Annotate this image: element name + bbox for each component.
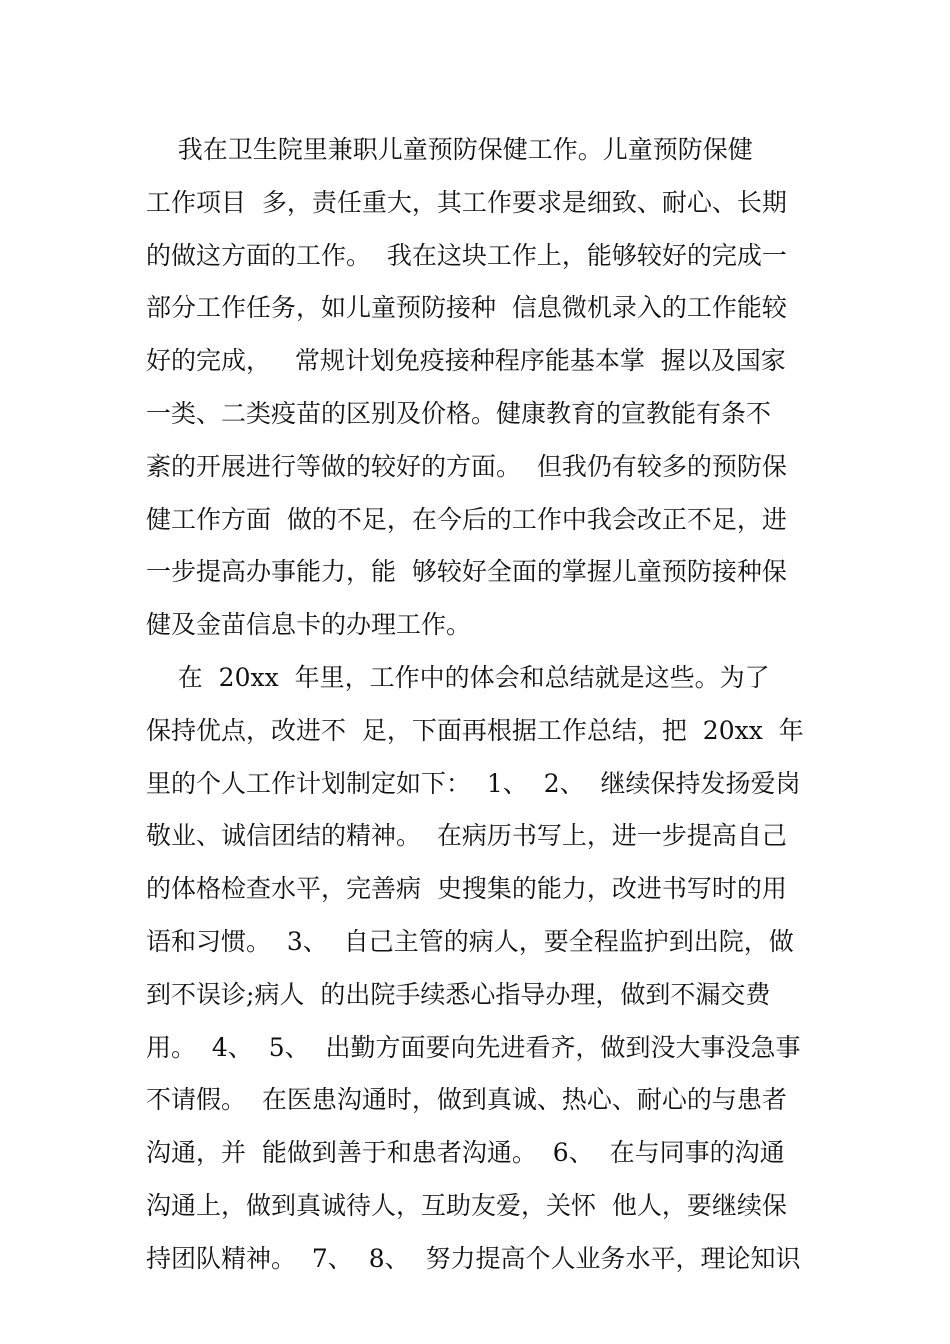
text-line: 的体格检查水平，完善病 史搜集的能力，改进书写时的用 bbox=[146, 874, 787, 904]
text-line: 我在卫生院里兼职儿童预防保健工作。儿童预防保健 bbox=[146, 135, 753, 164]
text-line: 用。 4、 5、 出勤方面要向先进看齐，做到没大事没急事 bbox=[146, 1032, 801, 1062]
text-line: 敬业、诚信团结的精神。 在病历书写上，进一步提高自己 bbox=[146, 821, 787, 851]
text-line: 的做这方面的工作。 我在这块工作上，能够较好的完成一 bbox=[146, 240, 787, 270]
text-line: 工作项目 多，责任重大，其工作要求是细致、耐心、长期 bbox=[146, 187, 787, 217]
text-line: 里的个人工作计划制定如下： 1、 2、 继续保持发扬爱岗 bbox=[146, 768, 801, 798]
text-line: 一步提高办事能力，能 够较好全面的掌握儿童预防接种保 bbox=[146, 557, 787, 587]
document-body bbox=[146, 124, 810, 1286]
text-line: 语和习惯。 3、 自己主管的病人，要全程监护到出院，做 bbox=[146, 926, 794, 956]
text-line: 保持优点，改进不 足，下面再根据工作总结，把 20xx 年 bbox=[146, 715, 804, 745]
text-line: 紊的开展进行等做的较好的方面。 但我仍有较多的预防保 bbox=[146, 451, 787, 481]
text-line: 沟通，并 能做到善于和患者沟通。 6、 在与同事的沟通 bbox=[146, 1138, 785, 1168]
text-line: 到不误诊;病人 的出院手续悉心指导办理，做到不漏交费 bbox=[146, 979, 771, 1009]
text-line: 持团队精神。 7、 8、 努力提高个人业务水平，理论知识 bbox=[146, 1243, 801, 1273]
text-line: 不请假。 在医患沟通时，做到真诚、热心、耐心的与患者 bbox=[146, 1085, 787, 1115]
text-line: 健工作方面 做的不足，在今后的工作中我会改正不足，进 bbox=[146, 504, 787, 534]
text-line: 好的完成， 常规计划免疫接种程序能基本掌 握以及国家 bbox=[146, 346, 786, 376]
text-line: 一类、二类疫苗的区别及价格。健康教育的宣教能有条不 bbox=[146, 398, 772, 428]
text-line: 沟通上，做到真诚待人，互助友爱，关怀 他人，要继续保 bbox=[146, 1190, 787, 1220]
text-line: 部分工作任务，如儿童预防接种 信息微机录入的工作能较 bbox=[146, 293, 787, 323]
text-line: 在 20xx 年里，工作中的体会和总结就是这些。为了 bbox=[146, 662, 770, 692]
text-line: 健及金苗信息卡的办理工作。 bbox=[146, 610, 472, 640]
